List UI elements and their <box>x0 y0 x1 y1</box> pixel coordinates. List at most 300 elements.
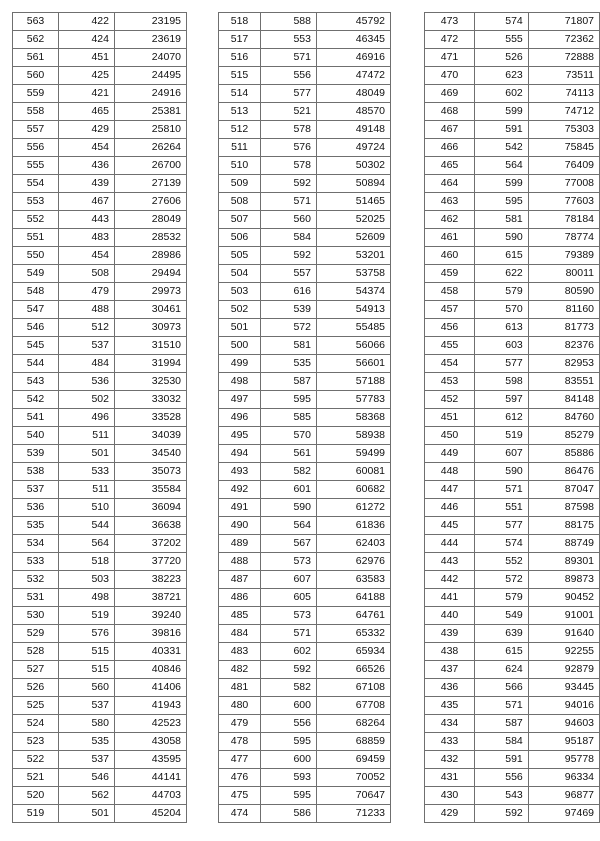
cumulative-cell: 27139 <box>115 175 187 193</box>
score-cell: 476 <box>219 769 261 787</box>
table-row <box>425 229 600 247</box>
table-row <box>425 193 600 211</box>
table-row <box>425 211 600 229</box>
table-row <box>219 661 391 679</box>
score-cell: 461 <box>425 229 475 247</box>
score-cell: 556 <box>13 139 59 157</box>
cumulative-cell: 38721 <box>115 589 187 607</box>
score-cell: 561 <box>13 49 59 67</box>
cumulative-cell: 34039 <box>115 427 187 445</box>
cumulative-cell: 31994 <box>115 355 187 373</box>
count-cell: 556 <box>261 67 317 85</box>
count-cell: 556 <box>261 715 317 733</box>
count-cell: 605 <box>261 589 317 607</box>
score-cell: 491 <box>219 499 261 517</box>
table-row <box>13 589 187 607</box>
score-cell: 524 <box>13 715 59 733</box>
table-row <box>219 481 391 499</box>
cumulative-cell: 81160 <box>528 301 599 319</box>
score-cell: 488 <box>219 553 261 571</box>
cumulative-cell: 41943 <box>115 697 187 715</box>
table-row <box>13 175 187 193</box>
score-cell: 520 <box>13 787 59 805</box>
cumulative-cell: 94016 <box>528 697 599 715</box>
cumulative-cell: 61272 <box>317 499 391 517</box>
score-cell: 559 <box>13 85 59 103</box>
count-cell: 599 <box>475 175 529 193</box>
count-cell: 526 <box>475 49 529 67</box>
score-cell: 483 <box>219 643 261 661</box>
score-cell: 523 <box>13 733 59 751</box>
count-cell: 587 <box>475 715 529 733</box>
score-cell: 438 <box>425 643 475 661</box>
cumulative-cell: 88175 <box>528 517 599 535</box>
score-cell: 543 <box>13 373 59 391</box>
count-cell: 483 <box>59 229 115 247</box>
table-row <box>425 535 600 553</box>
table-row <box>13 499 187 517</box>
score-cell: 500 <box>219 337 261 355</box>
table-row <box>219 715 391 733</box>
count-cell: 600 <box>261 697 317 715</box>
count-cell: 549 <box>475 607 529 625</box>
table-row <box>425 697 600 715</box>
cumulative-cell: 62403 <box>317 535 391 553</box>
table-row <box>219 769 391 787</box>
table-row <box>13 481 187 499</box>
score-cell: 515 <box>219 67 261 85</box>
count-cell: 479 <box>59 283 115 301</box>
table-row <box>425 733 600 751</box>
score-cell: 465 <box>425 157 475 175</box>
table-row <box>13 247 187 265</box>
cumulative-cell: 24916 <box>115 85 187 103</box>
table-row <box>425 409 600 427</box>
count-cell: 581 <box>475 211 529 229</box>
count-cell: 595 <box>261 787 317 805</box>
score-cell: 508 <box>219 193 261 211</box>
table-row <box>219 517 391 535</box>
cumulative-cell: 52025 <box>317 211 391 229</box>
cumulative-cell: 37720 <box>115 553 187 571</box>
table-row <box>219 697 391 715</box>
cumulative-cell: 49148 <box>317 121 391 139</box>
cumulative-cell: 48049 <box>317 85 391 103</box>
score-cell: 534 <box>13 535 59 553</box>
score-cell: 434 <box>425 715 475 733</box>
table-row <box>219 67 391 85</box>
count-cell: 560 <box>261 211 317 229</box>
table-row <box>13 67 187 85</box>
score-cell: 430 <box>425 787 475 805</box>
count-cell: 607 <box>475 445 529 463</box>
cumulative-cell: 53201 <box>317 247 391 265</box>
count-cell: 564 <box>59 535 115 553</box>
score-cell: 557 <box>13 121 59 139</box>
cumulative-cell: 28532 <box>115 229 187 247</box>
table-row <box>425 571 600 589</box>
count-cell: 577 <box>475 517 529 535</box>
score-cell: 436 <box>425 679 475 697</box>
score-cell: 459 <box>425 265 475 283</box>
cumulative-cell: 56066 <box>317 337 391 355</box>
score-cell: 509 <box>219 175 261 193</box>
cumulative-cell: 78774 <box>528 229 599 247</box>
score-cell: 528 <box>13 643 59 661</box>
cumulative-cell: 65934 <box>317 643 391 661</box>
count-cell: 586 <box>261 805 317 823</box>
score-cell: 511 <box>219 139 261 157</box>
cumulative-cell: 45792 <box>317 13 391 31</box>
score-cell: 542 <box>13 391 59 409</box>
table-row <box>13 733 187 751</box>
count-cell: 592 <box>261 661 317 679</box>
count-cell: 454 <box>59 139 115 157</box>
score-cell: 551 <box>13 229 59 247</box>
cumulative-cell: 41406 <box>115 679 187 697</box>
table-row <box>219 229 391 247</box>
cumulative-cell: 43595 <box>115 751 187 769</box>
score-table-2 <box>218 12 391 823</box>
cumulative-cell: 77603 <box>528 193 599 211</box>
score-table-3 <box>424 12 600 823</box>
cumulative-cell: 28049 <box>115 211 187 229</box>
table-row <box>219 805 391 823</box>
cumulative-cell: 66526 <box>317 661 391 679</box>
score-cell: 494 <box>219 445 261 463</box>
score-cell: 446 <box>425 499 475 517</box>
score-cell: 448 <box>425 463 475 481</box>
score-cell: 475 <box>219 787 261 805</box>
score-cell: 531 <box>13 589 59 607</box>
table-row <box>13 751 187 769</box>
count-cell: 537 <box>59 751 115 769</box>
score-cell: 498 <box>219 373 261 391</box>
score-cell: 530 <box>13 607 59 625</box>
count-cell: 439 <box>59 175 115 193</box>
count-cell: 539 <box>261 301 317 319</box>
count-cell: 577 <box>261 85 317 103</box>
cumulative-cell: 36094 <box>115 499 187 517</box>
count-cell: 590 <box>475 463 529 481</box>
count-cell: 599 <box>475 103 529 121</box>
score-cell: 451 <box>425 409 475 427</box>
count-cell: 585 <box>261 409 317 427</box>
count-cell: 429 <box>59 121 115 139</box>
count-cell: 601 <box>261 481 317 499</box>
score-cell: 440 <box>425 607 475 625</box>
count-cell: 515 <box>59 661 115 679</box>
score-cell: 437 <box>425 661 475 679</box>
score-cell: 503 <box>219 283 261 301</box>
cumulative-cell: 60081 <box>317 463 391 481</box>
cumulative-cell: 44141 <box>115 769 187 787</box>
count-cell: 576 <box>261 139 317 157</box>
table-row <box>425 337 600 355</box>
score-cell: 477 <box>219 751 261 769</box>
table-row <box>219 373 391 391</box>
table-row <box>425 319 600 337</box>
count-cell: 502 <box>59 391 115 409</box>
score-cell: 512 <box>219 121 261 139</box>
count-cell: 501 <box>59 805 115 823</box>
table-row <box>13 355 187 373</box>
cumulative-cell: 89301 <box>528 553 599 571</box>
count-cell: 443 <box>59 211 115 229</box>
score-cell: 540 <box>13 427 59 445</box>
table-row <box>13 463 187 481</box>
count-cell: 602 <box>261 643 317 661</box>
table-row <box>425 103 600 121</box>
table-row <box>13 265 187 283</box>
table-row <box>425 301 600 319</box>
table-row <box>425 553 600 571</box>
cumulative-cell: 72888 <box>528 49 599 67</box>
cumulative-cell: 91001 <box>528 607 599 625</box>
cumulative-cell: 95187 <box>528 733 599 751</box>
count-cell: 542 <box>475 139 529 157</box>
table-row <box>13 193 187 211</box>
count-cell: 615 <box>475 247 529 265</box>
cumulative-cell: 84760 <box>528 409 599 427</box>
table-row <box>219 607 391 625</box>
table-row <box>425 139 600 157</box>
cumulative-cell: 80590 <box>528 283 599 301</box>
score-cell: 472 <box>425 31 475 49</box>
count-cell: 555 <box>475 31 529 49</box>
count-cell: 597 <box>475 391 529 409</box>
table-row <box>219 355 391 373</box>
count-cell: 519 <box>475 427 529 445</box>
score-cell: 522 <box>13 751 59 769</box>
table-row <box>219 571 391 589</box>
score-cell: 544 <box>13 355 59 373</box>
table-row <box>219 625 391 643</box>
score-cell: 460 <box>425 247 475 265</box>
table-row <box>425 247 600 265</box>
table-row <box>219 175 391 193</box>
cumulative-cell: 46916 <box>317 49 391 67</box>
table-row <box>219 787 391 805</box>
score-cell: 492 <box>219 481 261 499</box>
table-row <box>13 661 187 679</box>
table-row <box>219 751 391 769</box>
cumulative-cell: 85279 <box>528 427 599 445</box>
cumulative-cell: 79389 <box>528 247 599 265</box>
table-row <box>219 13 391 31</box>
count-cell: 577 <box>475 355 529 373</box>
table-row <box>425 427 600 445</box>
cumulative-cell: 55485 <box>317 319 391 337</box>
table-row <box>13 769 187 787</box>
cumulative-cell: 63583 <box>317 571 391 589</box>
cumulative-cell: 33528 <box>115 409 187 427</box>
cumulative-cell: 69459 <box>317 751 391 769</box>
table-row <box>425 67 600 85</box>
cumulative-cell: 42523 <box>115 715 187 733</box>
table-row <box>219 49 391 67</box>
score-cell: 473 <box>425 13 475 31</box>
count-cell: 535 <box>261 355 317 373</box>
score-cell: 501 <box>219 319 261 337</box>
cumulative-cell: 44703 <box>115 787 187 805</box>
cumulative-cell: 68264 <box>317 715 391 733</box>
cumulative-cell: 46345 <box>317 31 391 49</box>
cumulative-cell: 37202 <box>115 535 187 553</box>
cumulative-cell: 49724 <box>317 139 391 157</box>
count-cell: 576 <box>59 625 115 643</box>
count-cell: 584 <box>475 733 529 751</box>
score-cell: 516 <box>219 49 261 67</box>
score-cell: 553 <box>13 193 59 211</box>
count-cell: 571 <box>261 193 317 211</box>
count-cell: 595 <box>475 193 529 211</box>
score-cell: 521 <box>13 769 59 787</box>
count-cell: 515 <box>59 643 115 661</box>
cumulative-cell: 84148 <box>528 391 599 409</box>
count-cell: 424 <box>59 31 115 49</box>
score-cell: 525 <box>13 697 59 715</box>
cumulative-cell: 72362 <box>528 31 599 49</box>
cumulative-cell: 83551 <box>528 373 599 391</box>
count-cell: 566 <box>475 679 529 697</box>
score-cell: 453 <box>425 373 475 391</box>
cumulative-cell: 57188 <box>317 373 391 391</box>
count-cell: 496 <box>59 409 115 427</box>
table-row <box>13 373 187 391</box>
score-cell: 455 <box>425 337 475 355</box>
cumulative-cell: 70052 <box>317 769 391 787</box>
cumulative-cell: 25381 <box>115 103 187 121</box>
cumulative-cell: 29494 <box>115 265 187 283</box>
score-cell: 456 <box>425 319 475 337</box>
cumulative-cell: 47472 <box>317 67 391 85</box>
cumulative-cell: 76409 <box>528 157 599 175</box>
count-cell: 571 <box>475 481 529 499</box>
table-row <box>13 85 187 103</box>
count-cell: 607 <box>261 571 317 589</box>
table-row <box>13 49 187 67</box>
table-row <box>219 463 391 481</box>
count-cell: 552 <box>475 553 529 571</box>
count-cell: 592 <box>261 175 317 193</box>
cumulative-cell: 25810 <box>115 121 187 139</box>
table-row <box>13 571 187 589</box>
table-row <box>425 643 600 661</box>
table-row <box>13 607 187 625</box>
score-cell: 562 <box>13 31 59 49</box>
cumulative-cell: 67708 <box>317 697 391 715</box>
count-cell: 536 <box>59 373 115 391</box>
score-cell: 538 <box>13 463 59 481</box>
score-cell: 469 <box>425 85 475 103</box>
cumulative-cell: 33032 <box>115 391 187 409</box>
score-cell: 539 <box>13 445 59 463</box>
count-cell: 588 <box>261 13 317 31</box>
count-cell: 564 <box>261 517 317 535</box>
table-row <box>13 553 187 571</box>
table-row <box>425 445 600 463</box>
table-row <box>425 157 600 175</box>
count-cell: 602 <box>475 85 529 103</box>
score-table-1 <box>12 12 187 823</box>
cumulative-cell: 81773 <box>528 319 599 337</box>
table-row <box>219 499 391 517</box>
table-row <box>219 157 391 175</box>
count-cell: 623 <box>475 67 529 85</box>
cumulative-cell: 32530 <box>115 373 187 391</box>
cumulative-cell: 26264 <box>115 139 187 157</box>
count-cell: 467 <box>59 193 115 211</box>
score-cell: 449 <box>425 445 475 463</box>
score-cell: 549 <box>13 265 59 283</box>
table-row <box>219 319 391 337</box>
score-cell: 495 <box>219 427 261 445</box>
count-cell: 553 <box>261 31 317 49</box>
cumulative-cell: 35584 <box>115 481 187 499</box>
cumulative-cell: 87598 <box>528 499 599 517</box>
count-cell: 488 <box>59 301 115 319</box>
table-row <box>13 319 187 337</box>
cumulative-cell: 39240 <box>115 607 187 625</box>
count-cell: 580 <box>59 715 115 733</box>
score-cell: 450 <box>425 427 475 445</box>
table-row <box>13 121 187 139</box>
count-cell: 484 <box>59 355 115 373</box>
table-row <box>13 229 187 247</box>
cumulative-cell: 90452 <box>528 589 599 607</box>
table-row <box>425 283 600 301</box>
count-cell: 584 <box>261 229 317 247</box>
table-row <box>13 391 187 409</box>
count-cell: 591 <box>475 751 529 769</box>
cumulative-cell: 36638 <box>115 517 187 535</box>
score-cell: 505 <box>219 247 261 265</box>
cumulative-cell: 88749 <box>528 535 599 553</box>
score-cell: 563 <box>13 13 59 31</box>
score-cell: 431 <box>425 769 475 787</box>
count-cell: 436 <box>59 157 115 175</box>
count-cell: 572 <box>261 319 317 337</box>
cumulative-cell: 73511 <box>528 67 599 85</box>
table-row <box>425 769 600 787</box>
table-row <box>219 535 391 553</box>
count-cell: 510 <box>59 499 115 517</box>
count-cell: 544 <box>59 517 115 535</box>
count-cell: 590 <box>475 229 529 247</box>
count-cell: 537 <box>59 697 115 715</box>
count-cell: 533 <box>59 463 115 481</box>
count-cell: 612 <box>475 409 529 427</box>
table-row <box>425 517 600 535</box>
score-cell: 478 <box>219 733 261 751</box>
table-row <box>425 49 600 67</box>
count-cell: 574 <box>475 535 529 553</box>
score-cell: 429 <box>425 805 475 823</box>
cumulative-cell: 39816 <box>115 625 187 643</box>
score-cell: 506 <box>219 229 261 247</box>
table-row <box>219 733 391 751</box>
count-cell: 511 <box>59 427 115 445</box>
cumulative-cell: 75303 <box>528 121 599 139</box>
score-cell: 439 <box>425 625 475 643</box>
score-cell: 479 <box>219 715 261 733</box>
cumulative-cell: 96877 <box>528 787 599 805</box>
table-row <box>219 247 391 265</box>
table-row <box>425 13 600 31</box>
count-cell: 571 <box>475 697 529 715</box>
table-row <box>425 463 600 481</box>
